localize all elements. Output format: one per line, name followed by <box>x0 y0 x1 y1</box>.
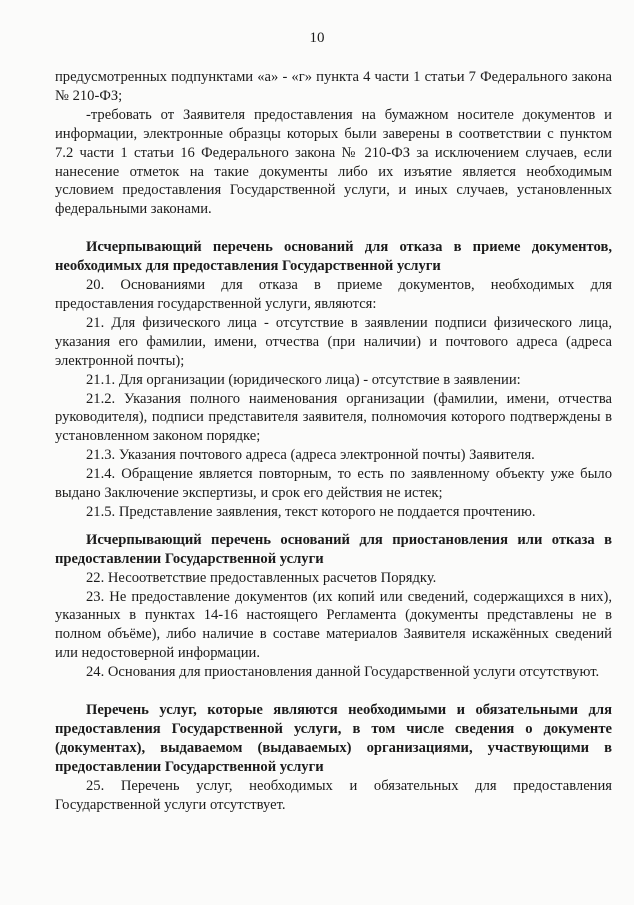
paragraph: 20. Основаниями для отказа в приеме документов, необходимых для предоставления государственной услуги, являются: <box>55 277 612 312</box>
spacer <box>55 522 612 531</box>
section-heading: Исчерпывающий перечень оснований для приостановления или отказа в предоставлении Государственной услуги <box>55 531 612 567</box>
spacer <box>55 219 612 238</box>
paragraph: 21.1. Для организации (юридического лица) - отсутствие в заявлении: <box>86 371 521 388</box>
paragraph: 21.3. Указания почтового адреса (адреса электронной почты) Заявителя. <box>86 447 535 464</box>
paragraph: предусмотренных подпунктами «а» - «г» пункта 4 части 1 статьи 7 Федерального закона № 210-ФЗ; <box>55 69 612 104</box>
paragraph: 22. Несоответствие предоставленных расчетов Порядку. <box>86 569 437 586</box>
paragraph: 21.4. Обращение является повторным, то есть по заявленному объекту уже было выдано Заключение экспертизы, и срок его действия не истек; <box>55 466 612 502</box>
section-heading: Исчерпывающий перечень оснований для отказа в приеме документов, необходимых для предоставления Государственной услуги <box>55 239 612 275</box>
paragraph: 21.2. Указания полного наименования организации (фамилии, имени, отчества руководителя), подписи представителя заявителя, полномочия которого подтверждены в установленном законом порядке; <box>55 390 612 445</box>
paragraph: -требовать от Заявителя предоставления на бумажном носителе документов и информации, электронные образцы которых были заверены в соответствии с пунктом 7.2 части 1 статьи 16 Федерального закона № 210-ФЗ за исключением случаев, если нанесение отметок на такие документы либо их изъятие является необходимым условием предоставления Государственной услуги, и иных случаев, установленных федеральными законами. <box>55 106 612 218</box>
page-number: 10 <box>309 30 325 46</box>
section-heading: Перечень услуг, которые являются необходимыми и обязательными для предоставления Государственной услуги, в том числе сведения о документе (документах), выдаваемом (выдаваемых) организациями, участвующими в предоставлении Государственной услуги <box>55 702 612 775</box>
document-body <box>55 68 612 815</box>
spacer <box>55 682 612 701</box>
paragraph: 23. Не предоставление документов (их копий или сведений, содержащихся в них), указанных в пунктах 14-16 настоящего Регламента (документы представлены не в полном объёме), либо наличие в составе материалов Заявителя искажённых сведений или недостоверной информации. <box>55 588 612 662</box>
paragraph: 21. Для физического лица - отсутствие в заявлении подписи физического лица, указания его фамилии, имени, отчества (при наличии) и почтового адреса (адреса электронной почты); <box>55 314 612 369</box>
paragraph: 21.5. Представление заявления, текст которого не поддается прочтению. <box>86 503 536 520</box>
paragraph: 24. Основания для приостановления данной Государственной услуги отсутствуют. <box>86 664 600 681</box>
paragraph: 25. Перечень услуг, необходимых и обязательных для предоставления Государственной услуги отсутствует. <box>55 777 612 813</box>
